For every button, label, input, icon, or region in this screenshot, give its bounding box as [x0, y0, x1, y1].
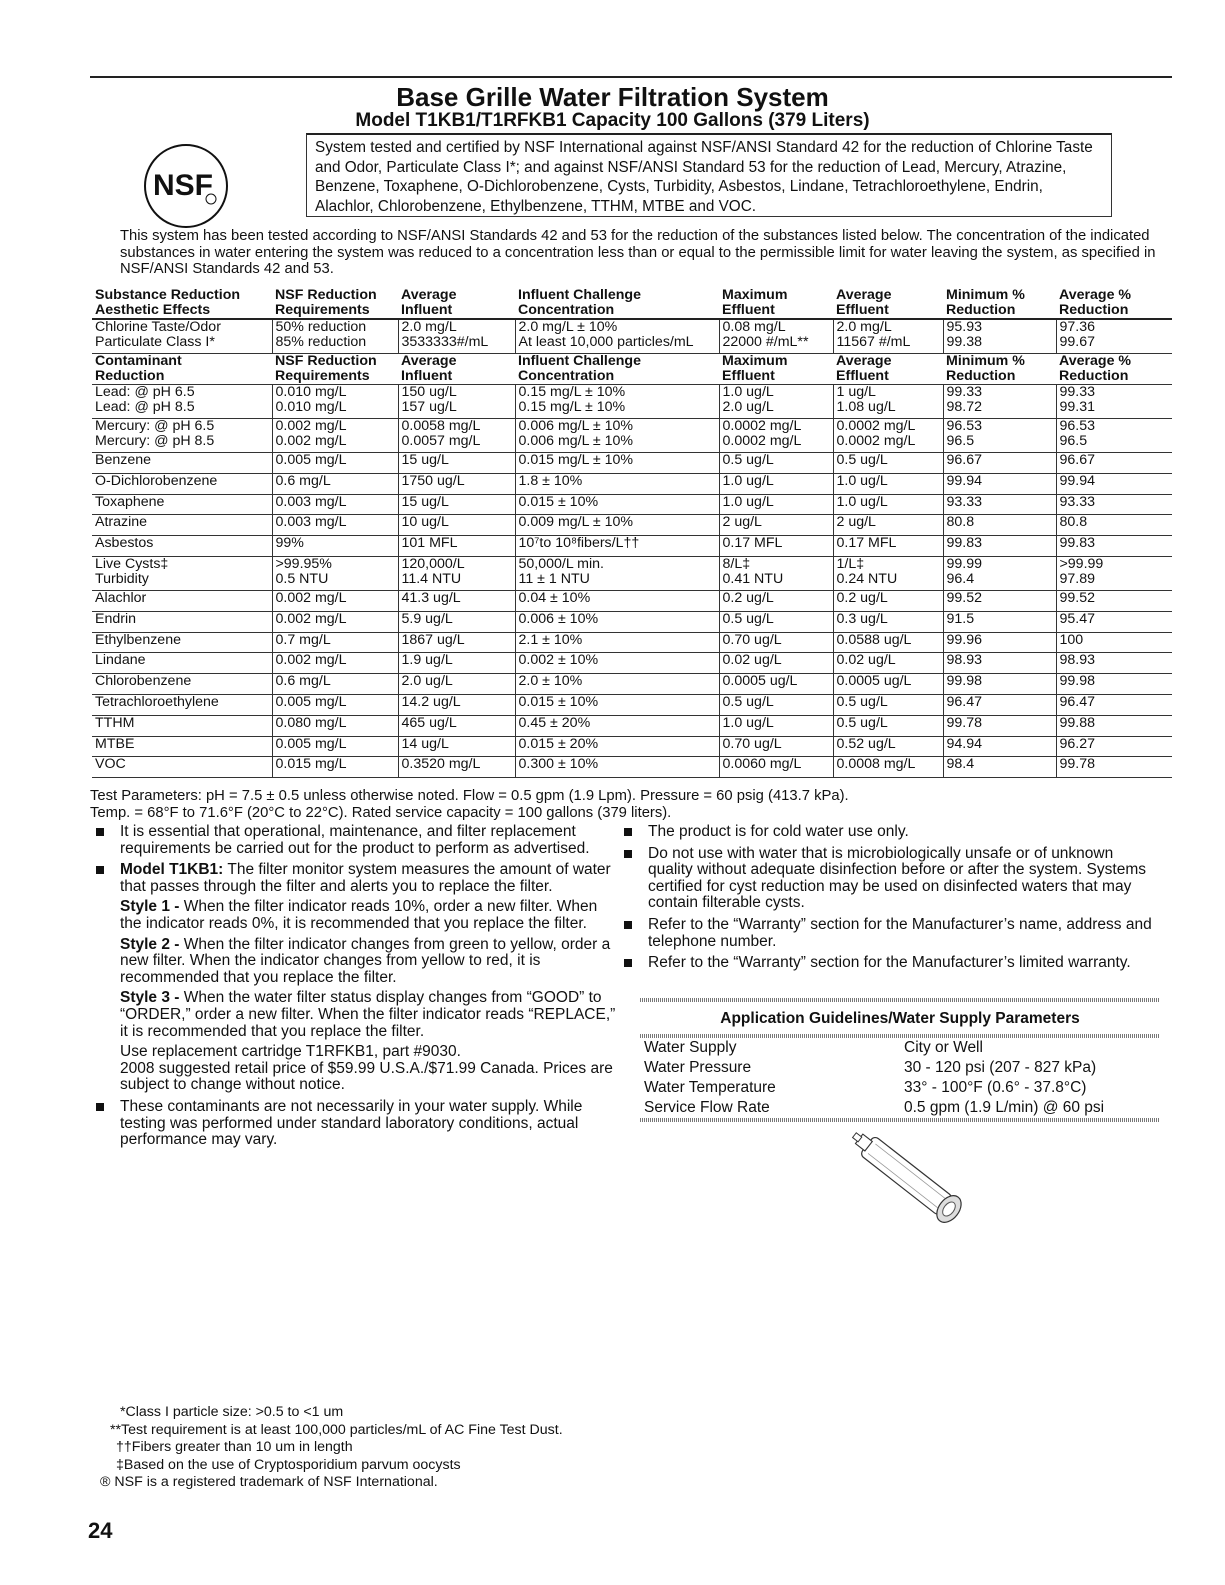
table-cell: 0.002 mg/L — [272, 653, 398, 674]
table-cell: Toxaphene — [92, 494, 272, 515]
bullet-square-icon — [96, 866, 104, 874]
table-cell: Atrazine — [92, 515, 272, 536]
table-cell: 101 MFL — [398, 536, 515, 557]
guideline-label: Service Flow Rate — [644, 1099, 770, 1116]
table-row — [92, 653, 1172, 674]
table-cell: 96.67 — [943, 453, 1056, 474]
table-cell: 0.015 mg/L — [272, 757, 398, 778]
table-cell: 99.78 — [943, 715, 1056, 736]
style-3-text: Style 3 - When the water filter status display changes from “GOOD” to “ORDER,” order a new filter. When the filter indicator reads “REPLACE,” it is recommended that you replace the filter. — [120, 989, 616, 1040]
table-row — [92, 632, 1172, 653]
table-cell: 0.5 ug/L — [719, 694, 833, 715]
table-cell: 1.0 ug/L — [833, 473, 943, 494]
table-cell: 99% — [272, 536, 398, 557]
table-cell: 0.0588 ug/L — [833, 632, 943, 653]
table-cell: 0.3520 mg/L — [398, 757, 515, 778]
table-cell: 99.88 — [1056, 715, 1172, 736]
table-cell: Live Cysts‡ Turbidity — [92, 556, 272, 590]
table-cell: 98.93 — [1056, 653, 1172, 674]
table-cell: 10⁷to 10⁸fibers/L†† — [515, 536, 719, 557]
table-cell: 0.002 mg/L — [272, 590, 398, 611]
footnote: *Class I particle size: >0.5 to <1 um — [120, 1404, 344, 1420]
table-cell: 91.5 — [943, 611, 1056, 632]
table-cell: 96.53 96.5 — [943, 419, 1056, 453]
table-cell: 1.8 ± 10% — [515, 473, 719, 494]
table-cell: 0.010 mg/L 0.010 mg/L — [272, 385, 398, 419]
table-cell: 99.98 — [943, 674, 1056, 695]
application-guidelines-rows — [640, 1038, 1160, 1118]
table-row — [92, 611, 1172, 632]
table-cell: Maximum Effluent — [722, 353, 788, 384]
test-parameters: Test Parameters: pH = 7.5 ± 0.5 unless otherwise noted. Flow = 0.5 gpm (1.9 Lpm). Pressure = 60 psig (413.7 kPa). Temp. = 68°F to 71.6°F (20°C to 22°C). Rated service capacity = 100 gallons (379 liters). — [90, 788, 849, 821]
table-cell: 0.003 mg/L — [272, 515, 398, 536]
table-cell: 0.5 ug/L — [833, 694, 943, 715]
right-column — [620, 824, 1160, 977]
table-cell: 0.015 ± 10% — [515, 694, 719, 715]
performance-data-table — [92, 288, 1172, 778]
table-row — [92, 453, 1172, 474]
table-cell: 150 ug/L 157 ug/L — [398, 385, 515, 419]
table-cell: 41.3 ug/L — [398, 590, 515, 611]
table-cell: 120,000/L 11.4 NTU — [398, 556, 515, 590]
table-cell: 0.17 MFL — [833, 536, 943, 557]
table-row — [92, 674, 1172, 695]
table-cell: 99.99 96.4 — [943, 556, 1056, 590]
bullet-square-icon — [96, 828, 104, 836]
table-cell: Alachlor — [92, 590, 272, 611]
table-cell: 80.8 — [1056, 515, 1172, 536]
table-cell: Lead: @ pH 6.5 Lead: @ pH 8.5 — [92, 385, 272, 419]
replacement-info: Use replacement cartridge T1RFKB1, part #9030. 2008 suggested retail price of $59.99 U.S.A./$71.99 Canada. Prices are subject to change without notice. — [120, 1043, 613, 1094]
table-row — [92, 556, 1172, 590]
table-cell: 8/L‡ 0.41 NTU — [719, 556, 833, 590]
table-cell: Asbestos — [92, 536, 272, 557]
table-cell: 0.0008 mg/L — [833, 757, 943, 778]
table-cell: 0.0060 mg/L — [719, 757, 833, 778]
table-cell: 0.009 mg/L ± 10% — [515, 515, 719, 536]
table-cell: 0.02 ug/L — [719, 653, 833, 674]
table-row — [92, 319, 1172, 354]
guideline-row — [640, 1038, 1160, 1058]
table-cell: 95.93 99.38 — [943, 319, 1056, 354]
table-row — [92, 757, 1172, 778]
svg-text:NSF: NSF — [153, 169, 213, 202]
style-1-text: Style 1 - When the filter indicator reads 10%, order a new filter. When the indicator reads 0%, it is recommended that you replace the filter. — [120, 898, 598, 932]
bullet-item: Model T1KB1: The filter monitor system measures the amount of water that passes through the filter and alerts you to replace the filter. Style 1 - When the filter indicator reads 10%, order a new filter. When the indicator reads 0%, it is recommended that you replace the filter. Style 2 - When the filter indicator changes from green to yellow, order a new filter. When the indicator changes from yellow to red, it is recommended that you replace the filter. Style 3 - When the water filter status display changes from “GOOD” to “ORDER,” order a new filter. When the filter indicator reads “REPLACE,” it is recommended that you replace the filter. Use replacement cartridge T1RFKB1, part #9030. 2008 suggested retail price of $59.99 U.S.A./$71.99 Canada. Prices are subject to change without notice. — [92, 862, 620, 1094]
bullet-square-icon — [624, 959, 632, 967]
table-cell: 1750 ug/L — [398, 473, 515, 494]
footnote: ††Fibers greater than 10 um in length — [116, 1439, 353, 1455]
guideline-value: 0.5 gpm (1.9 L/min) @ 60 psi — [904, 1099, 1105, 1116]
table-cell: Chlorobenzene — [92, 674, 272, 695]
table-cell: 2.0 ug/L — [398, 674, 515, 695]
table-cell: Mercury: @ pH 6.5 Mercury: @ pH 8.5 — [92, 419, 272, 453]
table-cell: 93.33 — [943, 494, 1056, 515]
table-cell: 2 ug/L — [833, 515, 943, 536]
table-cell: 93.33 — [1056, 494, 1172, 515]
table-cell: Minimum % Reduction — [946, 353, 1025, 384]
table-cell: 99.33 98.72 — [943, 385, 1056, 419]
table-row — [92, 385, 1172, 419]
table-cell: 1.0 ug/L — [719, 473, 833, 494]
table-cell: Contaminant Reduction — [95, 353, 182, 384]
table-cell: 14.2 ug/L — [398, 694, 515, 715]
top-rule — [90, 76, 1172, 78]
table-cell: Substance Reduction Aesthetic Effects — [92, 288, 272, 319]
table-cell: Ethylbenzene — [92, 632, 272, 653]
table-cell: Lindane — [92, 653, 272, 674]
table-cell: 1.0 ug/L — [719, 715, 833, 736]
table-cell: 2.1 ± 10% — [515, 632, 719, 653]
table-cell: MTBE — [92, 736, 272, 757]
table-cell: 0.015 ± 20% — [515, 736, 719, 757]
table-cell: 15 ug/L — [398, 453, 515, 474]
page-number: 24 — [88, 1518, 113, 1543]
guideline-value: 30 - 120 psi (207 - 827 kPa) — [904, 1059, 1097, 1076]
table-cell: Endrin — [92, 611, 272, 632]
table-cell: 50% reduction 85% reduction — [272, 319, 398, 354]
dotted-rule — [640, 1118, 1160, 1122]
table-cell: Maximum Effluent — [719, 288, 833, 319]
guideline-label: Water Temperature — [644, 1079, 776, 1096]
table-row — [92, 590, 1172, 611]
table-cell: 99.33 99.31 — [1056, 385, 1172, 419]
table-cell: 99.52 — [1056, 590, 1172, 611]
application-guidelines-title: Application Guidelines/Water Supply Parameters — [720, 1010, 1080, 1027]
bullet-item: It is essential that operational, maintenance, and filter replacement requirements be carried out for the product to perform as advertised. — [92, 824, 620, 857]
table-cell: Minimum % Reduction — [943, 288, 1056, 319]
table-cell: 2.0 ± 10% — [515, 674, 719, 695]
table-cell: 0.0005 ug/L — [719, 674, 833, 695]
table-cell: 0.5 ug/L — [833, 453, 943, 474]
bullet-item: Do not use with water that is microbiologically unsafe or of unknown quality without adequate disinfection before or after the system. Systems certified for cyst reduction may be used on disinfected waters that may contain filterable cysts. — [620, 846, 1160, 912]
table-cell: 0.02 ug/L — [833, 653, 943, 674]
table-cell: 0.005 mg/L — [272, 694, 398, 715]
table-row — [92, 419, 1172, 453]
table-cell: 96.53 96.5 — [1056, 419, 1172, 453]
table-cell: 0.005 mg/L — [272, 453, 398, 474]
guideline-label: Water Supply — [644, 1039, 737, 1056]
table-cell: 0.2 ug/L — [719, 590, 833, 611]
table-cell: Average Influent — [398, 288, 515, 319]
table-cell: 96.67 — [1056, 453, 1172, 474]
table-cell: 0.15 mg/L ± 10% 0.15 mg/L ± 10% — [515, 385, 719, 419]
table-cell: 0.015 mg/L ± 10% — [515, 453, 719, 474]
nsf-logo — [143, 143, 229, 229]
table-cell: 0.300 ± 10% — [515, 757, 719, 778]
page-title: Base Grille Water Filtration System — [396, 82, 829, 112]
left-column — [92, 824, 620, 1154]
table-cell: 2.0 mg/L 3533333#/mL — [398, 319, 515, 354]
table-cell: 80.8 — [943, 515, 1056, 536]
table-cell: 0.7 mg/L — [272, 632, 398, 653]
table-cell: O-Dichlorobenzene — [92, 473, 272, 494]
table-cell: 99.94 — [943, 473, 1056, 494]
intro-paragraph: This system has been tested according to NSF/ANSI Standards 42 and 53 for the reduction of the substances listed below. The concentration of the indicated substances in water entering the system was reduced to a concentration less than or equal to the permissible limit for water leaving the system, as specified in NSF/ANSI Standards 42 and 53. — [120, 228, 1156, 277]
table-row — [92, 494, 1172, 515]
table-cell: 10 ug/L — [398, 515, 515, 536]
guideline-row — [640, 1058, 1160, 1078]
guideline-value: City or Well — [904, 1039, 983, 1056]
table-cell: VOC — [92, 757, 272, 778]
table-cell: 0.015 ± 10% — [515, 494, 719, 515]
footnote: **Test requirement is at least 100,000 particles/mL of AC Fine Test Dust. — [110, 1421, 563, 1438]
table-cell: 1.0 ug/L — [719, 494, 833, 515]
table-cell: 97.36 99.67 — [1056, 319, 1172, 354]
bullet-item: Refer to the “Warranty” section for the Manufacturer’s limited warranty. — [620, 955, 1160, 972]
table-row — [92, 715, 1172, 736]
table-cell: NSF Reduction Requirements — [272, 288, 398, 319]
footnotes — [100, 1404, 563, 1492]
table-row — [92, 515, 1172, 536]
table-cell: 0.17 MFL — [719, 536, 833, 557]
table-cell: 2.0 mg/L ± 10% At least 10,000 particles/mL — [515, 319, 719, 354]
guideline-row — [640, 1098, 1160, 1118]
table-cell: 99.96 — [943, 632, 1056, 653]
table-cell: >99.99 97.89 — [1056, 556, 1172, 590]
table-cell: TTHM — [92, 715, 272, 736]
table-cell: 0.70 ug/L — [719, 736, 833, 757]
table-cell: 98.93 — [943, 653, 1056, 674]
certification-box: System tested and certified by NSF International against NSF/ANSI Standard 42 for the reduction of Chlorine Taste and Odor, Particulate Class I*; and against NSF/ANSI Standard 53 for the reduction of Lead, Mercury, Atrazine, Benzene, Toxaphene, O-Dichlorobenzene, Cysts, Turbidity, Asbestos, Lindane, Tetrachloroethylene, Endrin, Alachlor, Chlorobenzene, Ethylbenzene, TTHM, MTBE and VOC. — [306, 133, 1112, 217]
table-cell: 99.83 — [943, 536, 1056, 557]
bullet-item: Refer to the “Warranty” section for the Manufacturer’s name, address and telephone number. — [620, 917, 1160, 950]
table-cell: Influent Challenge Concentration — [518, 353, 641, 384]
table-row — [92, 736, 1172, 757]
table-cell: 1.0 ug/L — [833, 494, 943, 515]
table-cell: 0.70 ug/L — [719, 632, 833, 653]
table-cell: 0.005 mg/L — [272, 736, 398, 757]
table-cell: 0.04 ± 10% — [515, 590, 719, 611]
footnote: ‡Based on the use of Cryptosporidium parvum oocysts — [116, 1456, 461, 1473]
table-cell: 2 ug/L — [719, 515, 833, 536]
table-cell: 0.52 ug/L — [833, 736, 943, 757]
guideline-label: Water Pressure — [644, 1059, 752, 1076]
table-cell: 15 ug/L — [398, 494, 515, 515]
table-cell: Average Influent — [401, 353, 457, 384]
table-cell: 99.83 — [1056, 536, 1172, 557]
table-cell: Average Effluent — [836, 353, 892, 384]
bullet-square-icon — [624, 921, 632, 929]
style-2-text: Style 2 - When the filter indicator changes from green to yellow, order a new filter. When the indicator changes from yellow to red, it is recommended that you replace the filter. — [120, 935, 611, 986]
table-cell: 98.4 — [943, 757, 1056, 778]
table-cell: Average Effluent — [833, 288, 943, 319]
table-header-row — [92, 288, 1172, 319]
table-cell: >99.95% 0.5 NTU — [272, 556, 398, 590]
table-cell: 5.9 ug/L — [398, 611, 515, 632]
table-cell: 0.5 ug/L — [719, 611, 833, 632]
table-cell: 0.002 mg/L 0.002 mg/L — [272, 419, 398, 453]
table-cell: 99.78 — [1056, 757, 1172, 778]
guideline-value: 33° - 100°F (0.6° - 37.8°C) — [904, 1079, 1087, 1096]
table-cell: 95.47 — [1056, 611, 1172, 632]
table-cell: Influent Challenge Concentration — [515, 288, 719, 319]
table-row — [92, 473, 1172, 494]
table-cell: 0.3 ug/L — [833, 611, 943, 632]
table-cell: NSF Reduction Requirements — [275, 353, 377, 384]
table-cell: 0.002 ± 10% — [515, 653, 719, 674]
table-cell: 100 — [1056, 632, 1172, 653]
table-cell: 0.45 ± 20% — [515, 715, 719, 736]
table-cell: 2.0 mg/L 11567 #/mL — [833, 319, 943, 354]
table-cell: 0.0005 ug/L — [833, 674, 943, 695]
table-cell: 0.2 ug/L — [833, 590, 943, 611]
table-cell: 0.5 ug/L — [719, 453, 833, 474]
table-cell: Average % Reduction — [1059, 353, 1132, 384]
table-cell: 99.98 — [1056, 674, 1172, 695]
bullet-item: These contaminants are not necessarily in your water supply. While testing was performed under standard laboratory conditions, actual performance may vary. — [92, 1099, 620, 1149]
table-cell: 96.47 — [943, 694, 1056, 715]
table-cell: 96.47 — [1056, 694, 1172, 715]
table-cell: 50,000/L min. 11 ± 1 NTU — [515, 556, 719, 590]
table-cell: 0.006 ± 10% — [515, 611, 719, 632]
guideline-row — [640, 1078, 1160, 1098]
page-subtitle: Model T1KB1/T1RFKB1 Capacity 100 Gallons (379 Liters) — [355, 110, 870, 131]
table-cell: 0.0002 mg/L 0.0002 mg/L — [719, 419, 833, 453]
table-header-row — [92, 354, 1172, 385]
table-cell: 0.5 ug/L — [833, 715, 943, 736]
application-guidelines — [640, 998, 1160, 1122]
table-cell: 1 ug/L 1.08 ug/L — [833, 385, 943, 419]
table-cell: 94.94 — [943, 736, 1056, 757]
bullet-square-icon — [96, 1103, 104, 1111]
table-cell: Benzene — [92, 453, 272, 474]
footnote: ® NSF is a registered trademark of NSF International. — [100, 1474, 438, 1490]
table-cell: 1/L‡ 0.24 NTU — [833, 556, 943, 590]
table-cell: 0.08 mg/L 22000 #/mL** — [719, 319, 833, 354]
table-cell: 0.080 mg/L — [272, 715, 398, 736]
table-cell: 1867 ug/L — [398, 632, 515, 653]
table-row — [92, 694, 1172, 715]
bullet-square-icon — [624, 828, 632, 836]
table-cell: 0.0058 mg/L 0.0057 mg/L — [398, 419, 515, 453]
table-cell: 0.002 mg/L — [272, 611, 398, 632]
table-cell: 99.52 — [943, 590, 1056, 611]
table-cell: 96.27 — [1056, 736, 1172, 757]
table-cell: 14 ug/L — [398, 736, 515, 757]
table-cell: 465 ug/L — [398, 715, 515, 736]
table-row — [92, 536, 1172, 557]
filter-cartridge-illustration — [838, 1125, 978, 1230]
table-cell: 0.0002 mg/L 0.0002 mg/L — [833, 419, 943, 453]
bullet-item: The product is for cold water use only. — [620, 824, 1160, 841]
table-cell: 1.0 ug/L 2.0 ug/L — [719, 385, 833, 419]
table-cell: Tetrachloroethylene — [92, 694, 272, 715]
table-cell: 1.9 ug/L — [398, 653, 515, 674]
bullet-square-icon — [624, 850, 632, 858]
table-cell: Average % Reduction — [1056, 288, 1172, 319]
table-cell: 0.6 mg/L — [272, 473, 398, 494]
table-cell: 0.6 mg/L — [272, 674, 398, 695]
table-cell: 0.003 mg/L — [272, 494, 398, 515]
table-cell: 0.006 mg/L ± 10% 0.006 mg/L ± 10% — [515, 419, 719, 453]
table-cell: 99.94 — [1056, 473, 1172, 494]
table-cell: Chlorine Taste/Odor Particulate Class I* — [92, 319, 272, 354]
